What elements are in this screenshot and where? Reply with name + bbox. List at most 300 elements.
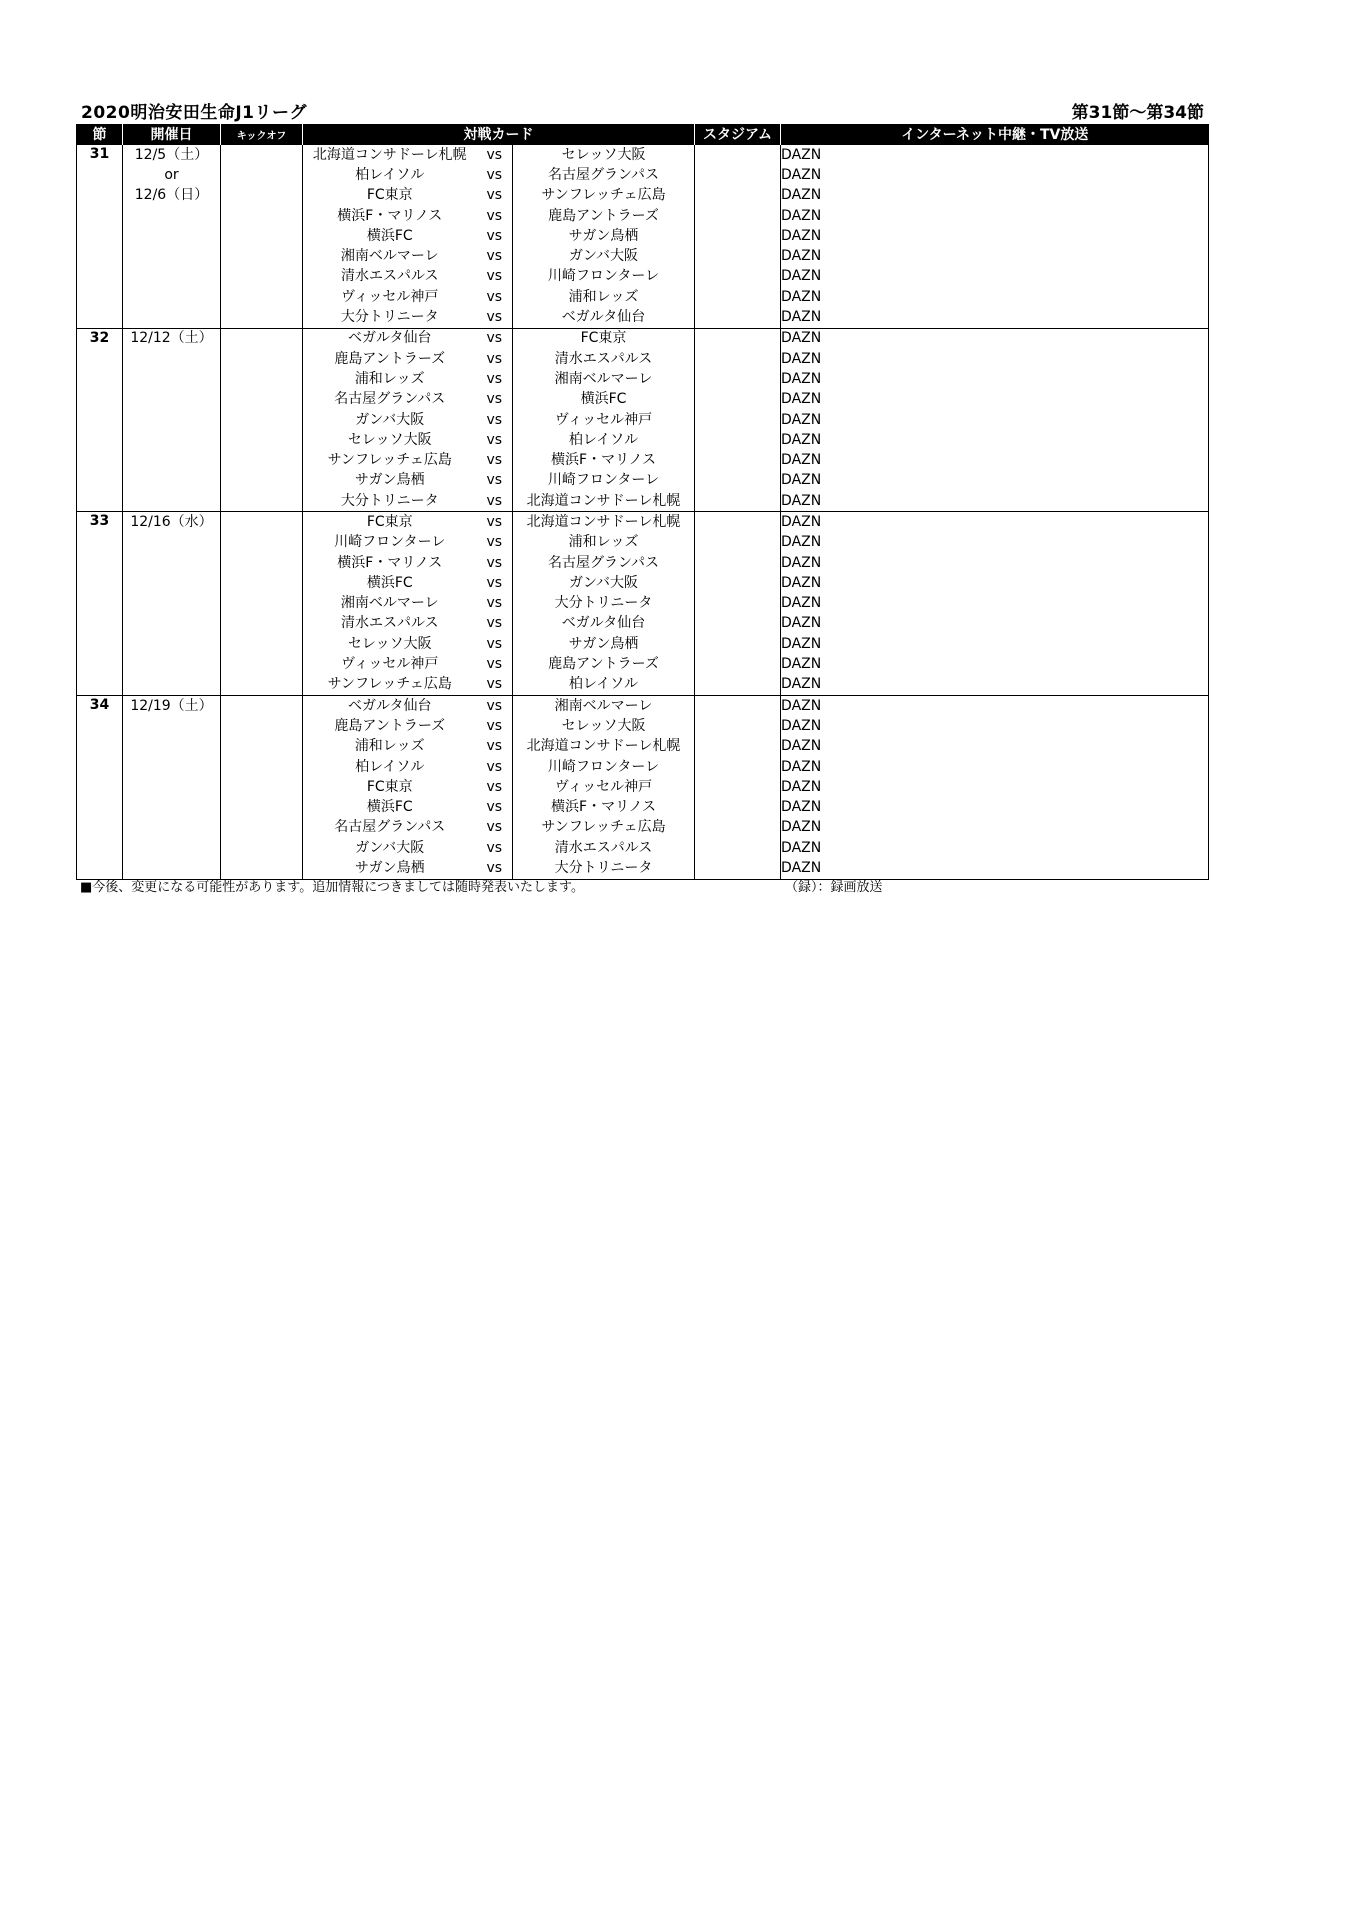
vs-cell: vs xyxy=(477,858,513,879)
date-cell xyxy=(123,410,221,430)
kickoff-cell xyxy=(221,777,303,797)
broadcast-cell: DAZN xyxy=(781,226,1209,246)
date-cell: 12/5（土） xyxy=(123,145,221,166)
stadium-cell xyxy=(695,696,781,717)
stadium-cell xyxy=(695,553,781,573)
date-cell xyxy=(123,307,221,328)
broadcast-cell: DAZN xyxy=(781,512,1209,533)
vs-cell: vs xyxy=(486,248,503,265)
stadium-cell xyxy=(695,573,781,593)
kickoff-cell xyxy=(221,206,303,226)
broadcast-cell: DAZN xyxy=(781,390,1209,410)
date-cell xyxy=(123,471,221,491)
date-cell: 12/19（土） xyxy=(123,696,221,717)
date-cell xyxy=(123,287,221,307)
home-team-cell: サガン鳥栖 xyxy=(303,471,477,491)
stadium-cell xyxy=(695,491,781,512)
footer-legend: （録）：録画放送 xyxy=(785,880,883,895)
away-team-cell: 名古屋グランパス xyxy=(513,165,695,185)
date-cell xyxy=(123,390,221,410)
home-team-cell: 横浜F・マリノス xyxy=(303,206,477,226)
section-range: 第31節～第34節 xyxy=(1071,103,1204,123)
table-row xyxy=(77,430,1209,450)
away-team-cell: 清水エスパルス xyxy=(513,838,695,858)
vs-cell: vs xyxy=(486,595,503,612)
section-number-cell xyxy=(77,287,123,307)
vs-cell: vs xyxy=(477,307,513,328)
vs-cell: vs xyxy=(486,391,503,408)
kickoff-cell xyxy=(221,145,303,166)
vs-cell: vs xyxy=(477,491,513,512)
away-team-cell: 横浜F・マリノス xyxy=(513,450,695,470)
home-team-cell: 名古屋グランパス xyxy=(303,818,477,838)
away-team-cell: セレッソ大阪 xyxy=(513,145,695,166)
broadcast-cell: DAZN xyxy=(781,287,1209,307)
away-team-cell: 横浜FC xyxy=(513,390,695,410)
stadium-cell xyxy=(695,777,781,797)
table-row xyxy=(77,390,1209,410)
home-team-cell: ヴィッセル神戸 xyxy=(303,287,477,307)
vs-cell: vs xyxy=(486,431,503,448)
away-team-cell: 清水エスパルス xyxy=(513,349,695,369)
away-team-cell: 川崎フロンターレ xyxy=(513,267,695,287)
broadcast-cell: DAZN xyxy=(781,716,1209,736)
broadcast-cell: DAZN xyxy=(781,594,1209,614)
section-number-cell xyxy=(77,206,123,226)
table-row xyxy=(77,206,1209,226)
stadium-cell xyxy=(695,349,781,369)
kickoff-cell xyxy=(221,654,303,674)
stadium-cell xyxy=(695,287,781,307)
away-team-cell: 鹿島アントラーズ xyxy=(513,654,695,674)
section-number-cell xyxy=(77,430,123,450)
column-header-section: 節 xyxy=(77,124,123,145)
stadium-cell xyxy=(695,165,781,185)
broadcast-cell: DAZN xyxy=(781,838,1209,858)
section-number-cell xyxy=(77,634,123,654)
vs-cell: vs xyxy=(477,328,513,349)
table-row xyxy=(77,757,1209,777)
away-team-cell: 川崎フロンターレ xyxy=(513,471,695,491)
away-team-cell: セレッソ大阪 xyxy=(513,716,695,736)
column-header-stadium: スタジアム xyxy=(695,124,781,145)
away-team-cell: 湘南ベルマーレ xyxy=(513,369,695,389)
date-cell xyxy=(123,206,221,226)
stadium-cell xyxy=(695,533,781,553)
broadcast-cell: DAZN xyxy=(781,145,1209,166)
kickoff-cell xyxy=(221,226,303,246)
away-team-cell: 湘南ベルマーレ xyxy=(513,696,695,717)
date-cell xyxy=(123,369,221,389)
away-team-cell: サガン鳥栖 xyxy=(513,226,695,246)
home-team-cell: 横浜F・マリノス xyxy=(303,553,477,573)
date-cell xyxy=(123,349,221,369)
table-row xyxy=(77,798,1209,818)
kickoff-cell xyxy=(221,267,303,287)
vs-cell: vs xyxy=(486,574,503,591)
stadium-cell xyxy=(695,594,781,614)
broadcast-cell: DAZN xyxy=(781,369,1209,389)
date-cell xyxy=(123,798,221,818)
table-row xyxy=(77,696,1209,717)
away-team-cell: 北海道コンサドーレ札幌 xyxy=(513,512,695,533)
table-row xyxy=(77,307,1209,328)
vs-cell: vs xyxy=(486,452,503,469)
section-number-cell xyxy=(77,553,123,573)
away-team-cell: サンフレッチェ広島 xyxy=(513,186,695,206)
section-number-cell xyxy=(77,777,123,797)
broadcast-cell: DAZN xyxy=(781,206,1209,226)
section-number-cell xyxy=(77,246,123,266)
home-team-cell: 北海道コンサドーレ札幌 xyxy=(303,145,477,166)
stadium-cell xyxy=(695,757,781,777)
kickoff-cell xyxy=(221,838,303,858)
date-cell xyxy=(123,838,221,858)
table-row xyxy=(77,716,1209,736)
kickoff-cell xyxy=(221,186,303,206)
table-row xyxy=(77,145,1209,166)
section-number-cell xyxy=(77,226,123,246)
table-row xyxy=(77,287,1209,307)
home-team-cell: 横浜FC xyxy=(303,573,477,593)
vs-cell: vs xyxy=(486,554,503,571)
kickoff-cell xyxy=(221,614,303,634)
stadium-cell xyxy=(695,838,781,858)
away-team-cell: 名古屋グランパス xyxy=(513,553,695,573)
broadcast-cell: DAZN xyxy=(781,798,1209,818)
home-team-cell: 湘南ベルマーレ xyxy=(303,246,477,266)
away-team-cell: ガンバ大阪 xyxy=(513,573,695,593)
table-row xyxy=(77,226,1209,246)
stadium-cell xyxy=(695,246,781,266)
stadium-cell xyxy=(695,267,781,287)
stadium-cell xyxy=(695,634,781,654)
stadium-cell xyxy=(695,226,781,246)
column-header-broadcast: インターネット中継・TV放送 xyxy=(781,124,1209,145)
home-team-cell: セレッソ大阪 xyxy=(303,430,477,450)
date-cell xyxy=(123,634,221,654)
table-row xyxy=(77,675,1209,696)
broadcast-cell: DAZN xyxy=(781,675,1209,696)
section-number-cell xyxy=(77,390,123,410)
kickoff-cell xyxy=(221,410,303,430)
section-number-cell xyxy=(77,533,123,553)
date-cell xyxy=(123,573,221,593)
kickoff-cell xyxy=(221,594,303,614)
broadcast-cell: DAZN xyxy=(781,471,1209,491)
kickoff-cell xyxy=(221,349,303,369)
kickoff-cell xyxy=(221,165,303,185)
date-cell xyxy=(123,594,221,614)
home-team-cell: FC東京 xyxy=(303,512,477,533)
stadium-cell xyxy=(695,654,781,674)
stadium-cell xyxy=(695,675,781,696)
date-cell: 12/16（水） xyxy=(123,512,221,533)
home-team-cell: 鹿島アントラーズ xyxy=(303,716,477,736)
vs-cell: vs xyxy=(486,472,503,489)
section-number-cell: 31 xyxy=(77,145,123,166)
stadium-cell xyxy=(695,798,781,818)
vs-cell: vs xyxy=(486,778,503,795)
away-team-cell: 北海道コンサドーレ札幌 xyxy=(513,737,695,757)
table-row xyxy=(77,634,1209,654)
section-number-cell xyxy=(77,165,123,185)
vs-cell: vs xyxy=(486,166,503,183)
stadium-cell xyxy=(695,186,781,206)
table-row xyxy=(77,594,1209,614)
stadium-cell xyxy=(695,206,781,226)
broadcast-cell: DAZN xyxy=(781,553,1209,573)
table-row xyxy=(77,838,1209,858)
home-team-cell: ベガルタ仙台 xyxy=(303,328,477,349)
home-team-cell: 湘南ベルマーレ xyxy=(303,594,477,614)
home-team-cell: セレッソ大阪 xyxy=(303,634,477,654)
kickoff-cell xyxy=(221,716,303,736)
broadcast-cell: DAZN xyxy=(781,573,1209,593)
away-team-cell: FC東京 xyxy=(513,328,695,349)
vs-cell: vs xyxy=(486,227,503,244)
table-row xyxy=(77,267,1209,287)
vs-cell: vs xyxy=(486,350,503,367)
away-team-cell: 浦和レッズ xyxy=(513,533,695,553)
section-number-cell xyxy=(77,471,123,491)
kickoff-cell xyxy=(221,675,303,696)
away-team-cell: ヴィッセル神戸 xyxy=(513,410,695,430)
home-team-cell: ベガルタ仙台 xyxy=(303,696,477,717)
away-team-cell: ヴィッセル神戸 xyxy=(513,777,695,797)
broadcast-cell: DAZN xyxy=(781,450,1209,470)
section-number-cell xyxy=(77,798,123,818)
stadium-cell xyxy=(695,410,781,430)
away-team-cell: サガン鳥栖 xyxy=(513,634,695,654)
away-team-cell: 柏レイソル xyxy=(513,675,695,696)
vs-cell: vs xyxy=(486,370,503,387)
date-cell xyxy=(123,246,221,266)
date-cell xyxy=(123,614,221,634)
table-row xyxy=(77,777,1209,797)
broadcast-cell: DAZN xyxy=(781,737,1209,757)
vs-cell: vs xyxy=(486,839,503,856)
vs-cell: vs xyxy=(486,799,503,816)
home-team-cell: 清水エスパルス xyxy=(303,614,477,634)
section-number-cell: 32 xyxy=(77,328,123,349)
broadcast-cell: DAZN xyxy=(781,634,1209,654)
vs-cell: vs xyxy=(486,635,503,652)
column-header-kickoff: キックオフ xyxy=(221,124,303,145)
kickoff-cell xyxy=(221,450,303,470)
broadcast-cell: DAZN xyxy=(781,410,1209,430)
kickoff-cell xyxy=(221,634,303,654)
vs-cell: vs xyxy=(486,758,503,775)
away-team-cell: 北海道コンサドーレ札幌 xyxy=(513,491,695,512)
kickoff-cell xyxy=(221,471,303,491)
table-row xyxy=(77,186,1209,206)
date-cell xyxy=(123,654,221,674)
kickoff-cell xyxy=(221,307,303,328)
schedule-table xyxy=(76,124,1209,880)
date-cell xyxy=(123,675,221,696)
away-team-cell: 柏レイソル xyxy=(513,430,695,450)
section-number-cell xyxy=(77,675,123,696)
column-header-match: 対戦カード xyxy=(303,124,695,145)
table-row xyxy=(77,512,1209,533)
kickoff-cell xyxy=(221,246,303,266)
vs-cell: vs xyxy=(477,675,513,696)
broadcast-cell: DAZN xyxy=(781,165,1209,185)
table-row xyxy=(77,369,1209,389)
home-team-cell: サンフレッチェ広島 xyxy=(303,450,477,470)
kickoff-cell xyxy=(221,512,303,533)
date-cell xyxy=(123,777,221,797)
table-row xyxy=(77,450,1209,470)
date-cell xyxy=(123,757,221,777)
home-team-cell: ヴィッセル神戸 xyxy=(303,654,477,674)
table-row xyxy=(77,737,1209,757)
table-row xyxy=(77,818,1209,838)
vs-cell: vs xyxy=(486,411,503,428)
broadcast-cell: DAZN xyxy=(781,430,1209,450)
home-team-cell: 横浜FC xyxy=(303,798,477,818)
page-header xyxy=(77,96,1208,122)
stadium-cell xyxy=(695,818,781,838)
kickoff-cell xyxy=(221,287,303,307)
stadium-cell xyxy=(695,512,781,533)
table-row xyxy=(77,573,1209,593)
kickoff-cell xyxy=(221,553,303,573)
section-number-cell xyxy=(77,737,123,757)
vs-cell: vs xyxy=(477,145,513,166)
date-cell xyxy=(123,533,221,553)
home-team-cell: 鹿島アントラーズ xyxy=(303,349,477,369)
section-number-cell xyxy=(77,307,123,328)
table-header-row xyxy=(77,124,1209,145)
home-team-cell: 浦和レッズ xyxy=(303,369,477,389)
broadcast-cell: DAZN xyxy=(781,654,1209,674)
date-cell xyxy=(123,491,221,512)
section-number-cell xyxy=(77,349,123,369)
section-number-cell xyxy=(77,654,123,674)
date-cell xyxy=(123,267,221,287)
vs-cell: vs xyxy=(486,187,503,204)
stadium-cell xyxy=(695,858,781,879)
away-team-cell: ベガルタ仙台 xyxy=(513,614,695,634)
date-cell xyxy=(123,553,221,573)
broadcast-cell: DAZN xyxy=(781,777,1209,797)
section-number-cell xyxy=(77,186,123,206)
broadcast-cell: DAZN xyxy=(781,491,1209,512)
away-team-cell: 鹿島アントラーズ xyxy=(513,206,695,226)
kickoff-cell xyxy=(221,430,303,450)
kickoff-cell xyxy=(221,573,303,593)
stadium-cell xyxy=(695,450,781,470)
vs-cell: vs xyxy=(486,268,503,285)
home-team-cell: 浦和レッズ xyxy=(303,737,477,757)
broadcast-cell: DAZN xyxy=(781,858,1209,879)
vs-cell: vs xyxy=(486,288,503,305)
away-team-cell: 横浜F・マリノス xyxy=(513,798,695,818)
page-title: 2020明治安田生命J1リーグ xyxy=(81,103,307,123)
home-team-cell: 川崎フロンターレ xyxy=(303,533,477,553)
date-cell xyxy=(123,716,221,736)
table-row xyxy=(77,533,1209,553)
table-row xyxy=(77,614,1209,634)
stadium-cell xyxy=(695,390,781,410)
stadium-cell xyxy=(695,430,781,450)
away-team-cell: ガンバ大阪 xyxy=(513,246,695,266)
section-number-cell xyxy=(77,838,123,858)
home-team-cell: サガン鳥栖 xyxy=(303,858,477,879)
section-number-cell xyxy=(77,573,123,593)
table-row xyxy=(77,328,1209,349)
stadium-cell xyxy=(695,328,781,349)
broadcast-cell: DAZN xyxy=(781,533,1209,553)
broadcast-cell: DAZN xyxy=(781,246,1209,266)
kickoff-cell xyxy=(221,696,303,717)
column-header-date: 開催日 xyxy=(123,124,221,145)
vs-cell: vs xyxy=(486,819,503,836)
home-team-cell: 大分トリニータ xyxy=(303,491,477,512)
broadcast-cell: DAZN xyxy=(781,307,1209,328)
away-team-cell: 川崎フロンターレ xyxy=(513,757,695,777)
kickoff-cell xyxy=(221,737,303,757)
away-team-cell: サンフレッチェ広島 xyxy=(513,818,695,838)
schedule-body xyxy=(77,145,1209,880)
kickoff-cell xyxy=(221,390,303,410)
date-cell: or xyxy=(123,165,221,185)
section-number-cell xyxy=(77,369,123,389)
home-team-cell: 清水エスパルス xyxy=(303,267,477,287)
section-number-cell: 33 xyxy=(77,512,123,533)
table-row xyxy=(77,553,1209,573)
section-number-cell xyxy=(77,450,123,470)
vs-cell: vs xyxy=(486,615,503,632)
kickoff-cell xyxy=(221,818,303,838)
home-team-cell: ガンバ大阪 xyxy=(303,838,477,858)
date-cell xyxy=(123,737,221,757)
broadcast-cell: DAZN xyxy=(781,696,1209,717)
stadium-cell xyxy=(695,307,781,328)
home-team-cell: サンフレッチェ広島 xyxy=(303,675,477,696)
away-team-cell: 浦和レッズ xyxy=(513,287,695,307)
broadcast-cell: DAZN xyxy=(781,818,1209,838)
home-team-cell: 柏レイソル xyxy=(303,165,477,185)
table-row xyxy=(77,471,1209,491)
home-team-cell: FC東京 xyxy=(303,777,477,797)
footer-note: ■今後、変更になる可能性があります。追加情報につきましては随時発表いたします。 xyxy=(80,880,584,895)
stadium-cell xyxy=(695,471,781,491)
table-row xyxy=(77,165,1209,185)
section-number-cell xyxy=(77,594,123,614)
home-team-cell: 柏レイソル xyxy=(303,757,477,777)
section-number-cell: 34 xyxy=(77,696,123,717)
table-row xyxy=(77,654,1209,674)
table-row xyxy=(77,349,1209,369)
kickoff-cell xyxy=(221,328,303,349)
away-team-cell: 大分トリニータ xyxy=(513,594,695,614)
section-number-cell xyxy=(77,491,123,512)
away-team-cell: ベガルタ仙台 xyxy=(513,307,695,328)
stadium-cell xyxy=(695,614,781,634)
away-team-cell: 大分トリニータ xyxy=(513,858,695,879)
vs-cell: vs xyxy=(486,738,503,755)
date-cell xyxy=(123,818,221,838)
vs-cell: vs xyxy=(477,512,513,533)
section-number-cell xyxy=(77,757,123,777)
kickoff-cell xyxy=(221,533,303,553)
section-number-cell xyxy=(77,716,123,736)
stadium-cell xyxy=(695,737,781,757)
section-number-cell xyxy=(77,410,123,430)
